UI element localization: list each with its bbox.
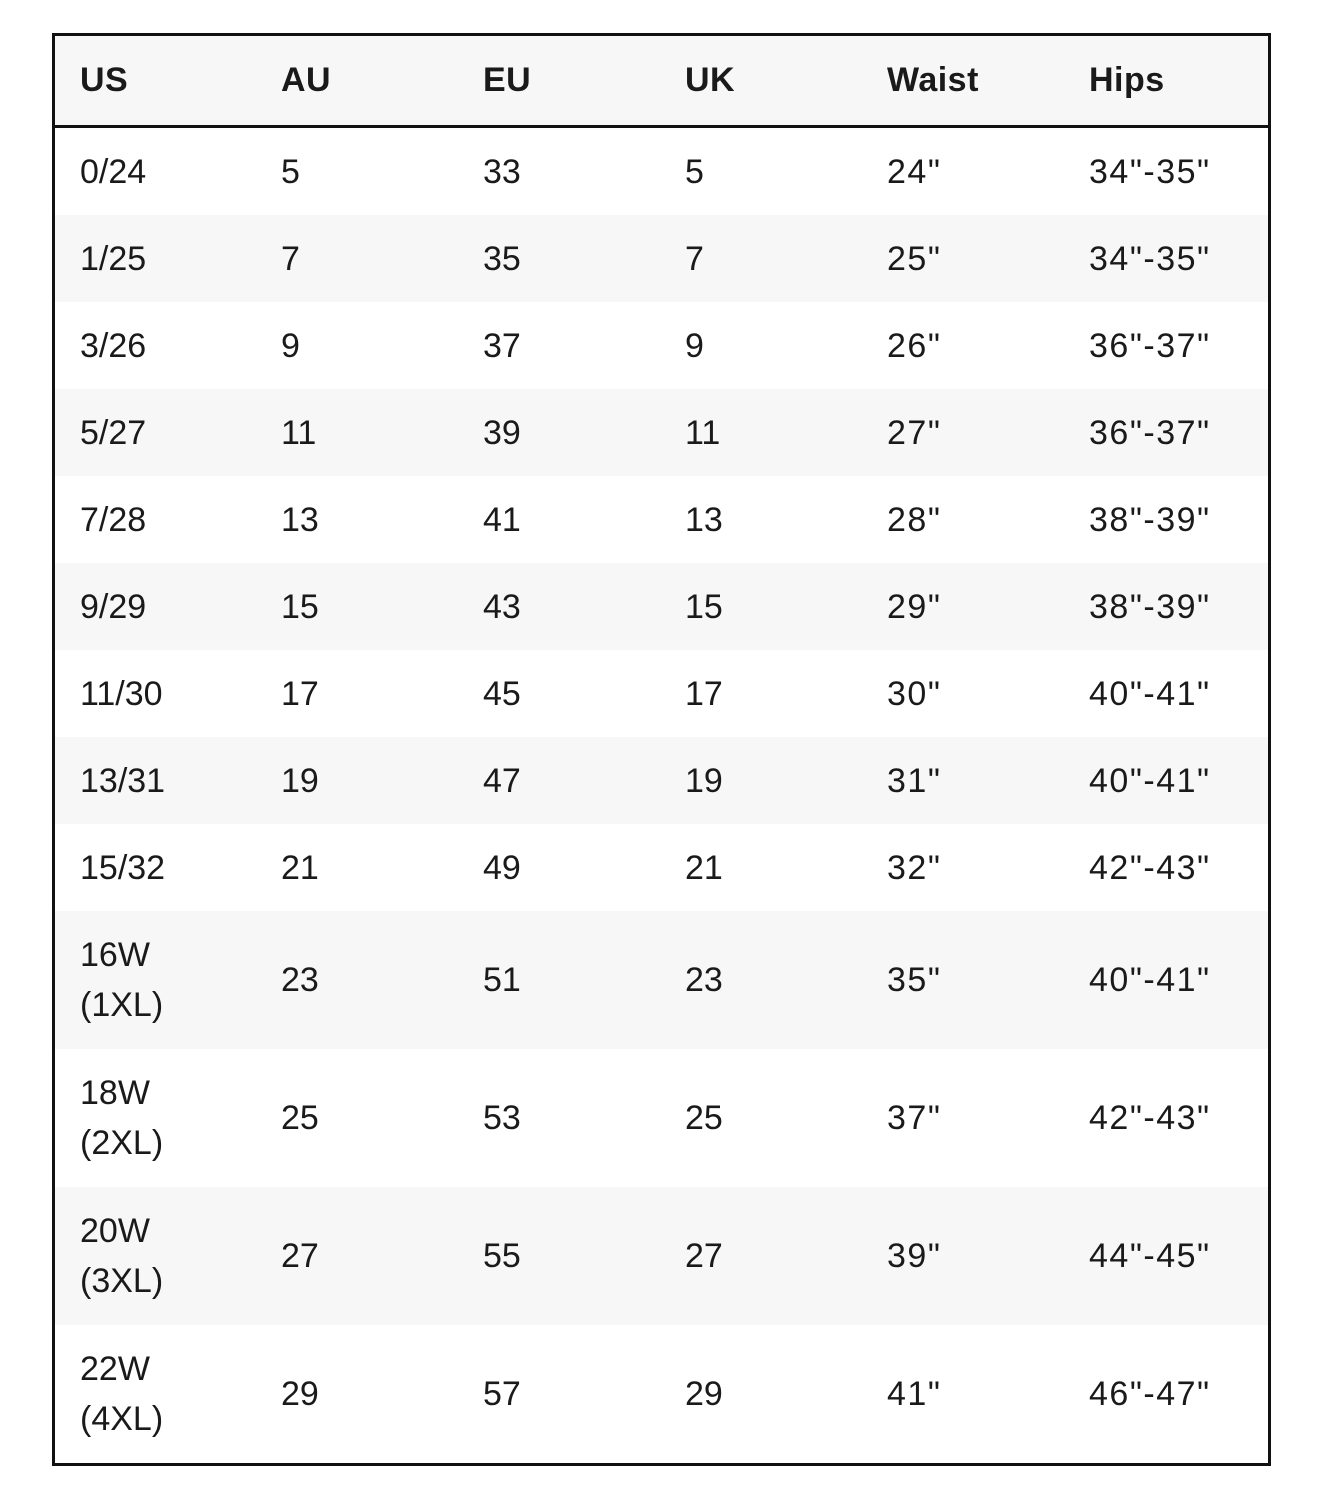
cell-us bbox=[55, 215, 256, 302]
cell-uk: 7 bbox=[685, 239, 704, 278]
cell-hips: 40"-41" bbox=[1089, 674, 1211, 713]
cell-au: 23 bbox=[281, 961, 319, 999]
cell-us bbox=[55, 1325, 256, 1463]
cell-us-size: 1/25 bbox=[80, 239, 147, 278]
cell-uk: 17 bbox=[685, 674, 723, 713]
cell-waist: 25" bbox=[887, 239, 942, 278]
cell-waist: 31" bbox=[887, 761, 942, 800]
cell-us bbox=[55, 911, 256, 1049]
cell-eu: 33 bbox=[483, 152, 521, 191]
cell-us bbox=[55, 302, 256, 389]
cell-us-size: 15/32 bbox=[80, 848, 166, 887]
cell-waist: 41" bbox=[887, 1375, 942, 1413]
cell-uk: 21 bbox=[685, 848, 723, 887]
cell-us bbox=[55, 127, 256, 216]
cell-eu: 53 bbox=[483, 1099, 521, 1137]
cell-hips: 40"-41" bbox=[1089, 761, 1211, 800]
cell-uk: 25 bbox=[685, 1099, 723, 1137]
cell-eu: 49 bbox=[483, 848, 521, 887]
cell-hips: 42"-43" bbox=[1089, 1099, 1211, 1137]
header-waist: Waist bbox=[862, 36, 1064, 127]
cell-au: 27 bbox=[281, 1237, 319, 1275]
header-row bbox=[55, 36, 1268, 127]
cell-us-size: 9/29 bbox=[80, 587, 147, 626]
cell-eu: 57 bbox=[483, 1375, 521, 1413]
cell-au: 19 bbox=[281, 761, 319, 800]
cell-waist: 39" bbox=[887, 1237, 942, 1275]
cell-us bbox=[55, 563, 256, 650]
cell-us-size: 7/28 bbox=[80, 500, 147, 539]
table-row bbox=[55, 127, 1268, 216]
cell-hips: 40"-41" bbox=[1089, 961, 1211, 999]
cell-eu: 35 bbox=[483, 239, 521, 278]
table-row bbox=[55, 1049, 1268, 1187]
cell-au: 21 bbox=[281, 848, 319, 887]
table-row bbox=[55, 563, 1268, 650]
cell-waist: 27" bbox=[887, 413, 942, 452]
table-header bbox=[55, 36, 1268, 127]
cell-au: 11 bbox=[281, 413, 317, 452]
cell-us-size: 22W bbox=[80, 1350, 150, 1388]
table-row bbox=[55, 302, 1268, 389]
cell-eu: 45 bbox=[483, 674, 521, 713]
cell-uk: 9 bbox=[685, 326, 704, 365]
cell-eu: 39 bbox=[483, 413, 521, 452]
cell-us bbox=[55, 476, 256, 563]
cell-au: 17 bbox=[281, 674, 319, 713]
cell-au: 13 bbox=[281, 500, 319, 539]
cell-us-plus-size: (2XL) bbox=[80, 1124, 164, 1162]
cell-us bbox=[55, 1187, 256, 1325]
cell-au: 7 bbox=[281, 239, 300, 278]
cell-us-size: 11/30 bbox=[80, 674, 163, 713]
cell-eu: 41 bbox=[483, 500, 521, 539]
cell-uk: 19 bbox=[685, 761, 723, 800]
header-uk: UK bbox=[660, 36, 862, 127]
cell-hips: 34"-35" bbox=[1089, 152, 1211, 191]
cell-us bbox=[55, 824, 256, 911]
cell-eu: 55 bbox=[483, 1237, 521, 1275]
size-chart-table-frame bbox=[52, 33, 1271, 1466]
table-row bbox=[55, 215, 1268, 302]
cell-au: 15 bbox=[281, 587, 319, 626]
table-row bbox=[55, 1325, 1268, 1463]
table-row bbox=[55, 650, 1268, 737]
cell-uk: 27 bbox=[685, 1237, 723, 1275]
cell-hips: 36"-37" bbox=[1089, 326, 1211, 365]
cell-eu: 51 bbox=[483, 961, 521, 999]
cell-hips: 34"-35" bbox=[1089, 239, 1211, 278]
cell-eu: 43 bbox=[483, 587, 521, 626]
cell-us bbox=[55, 1049, 256, 1187]
table-row bbox=[55, 389, 1268, 476]
cell-us-plus-size: (3XL) bbox=[80, 1262, 164, 1300]
cell-waist: 35" bbox=[887, 961, 942, 999]
table-row bbox=[55, 476, 1268, 563]
table-row bbox=[55, 737, 1268, 824]
size-chart-table bbox=[55, 36, 1268, 1463]
cell-eu: 37 bbox=[483, 326, 521, 365]
table-row bbox=[55, 911, 1268, 1049]
cell-waist: 28" bbox=[887, 500, 942, 539]
cell-waist: 30" bbox=[887, 674, 942, 713]
table-row bbox=[55, 824, 1268, 911]
cell-uk: 15 bbox=[685, 587, 723, 626]
cell-hips: 44"-45" bbox=[1089, 1237, 1211, 1275]
cell-waist: 29" bbox=[887, 587, 942, 626]
cell-au: 9 bbox=[281, 326, 300, 365]
cell-us-size: 20W bbox=[80, 1212, 150, 1250]
cell-us-size: 3/26 bbox=[80, 326, 147, 365]
cell-uk: 23 bbox=[685, 961, 723, 999]
cell-au: 29 bbox=[281, 1375, 319, 1413]
cell-us-plus-size: (1XL) bbox=[80, 986, 164, 1024]
cell-us-size: 0/24 bbox=[80, 152, 147, 191]
cell-uk: 13 bbox=[685, 500, 723, 539]
table-row bbox=[55, 1187, 1268, 1325]
cell-us-plus-size: (4XL) bbox=[80, 1400, 164, 1438]
header-hips: Hips bbox=[1064, 36, 1268, 127]
cell-us bbox=[55, 650, 256, 737]
cell-hips: 42"-43" bbox=[1089, 848, 1211, 887]
header-au: AU bbox=[256, 36, 458, 127]
cell-hips: 38"-39" bbox=[1089, 500, 1211, 539]
header-eu: EU bbox=[458, 36, 660, 127]
cell-us-size: 5/27 bbox=[80, 413, 147, 452]
header-us: US bbox=[55, 36, 256, 127]
cell-eu: 47 bbox=[483, 761, 521, 800]
cell-uk: 29 bbox=[685, 1375, 723, 1413]
cell-au: 5 bbox=[281, 152, 300, 191]
cell-us-size: 16W bbox=[80, 936, 150, 974]
cell-waist: 26" bbox=[887, 326, 942, 365]
cell-us bbox=[55, 737, 256, 824]
cell-hips: 36"-37" bbox=[1089, 413, 1211, 452]
cell-us-size: 18W bbox=[80, 1074, 150, 1112]
table-body bbox=[55, 127, 1268, 1464]
cell-uk: 11 bbox=[685, 413, 721, 452]
cell-uk: 5 bbox=[685, 152, 704, 191]
cell-hips: 38"-39" bbox=[1089, 587, 1211, 626]
cell-us-size: 13/31 bbox=[80, 761, 166, 800]
cell-waist: 32" bbox=[887, 848, 942, 887]
cell-waist: 37" bbox=[887, 1099, 942, 1137]
cell-au: 25 bbox=[281, 1099, 319, 1137]
cell-waist: 24" bbox=[887, 152, 942, 191]
cell-hips: 46"-47" bbox=[1089, 1375, 1211, 1413]
cell-us bbox=[55, 389, 256, 476]
